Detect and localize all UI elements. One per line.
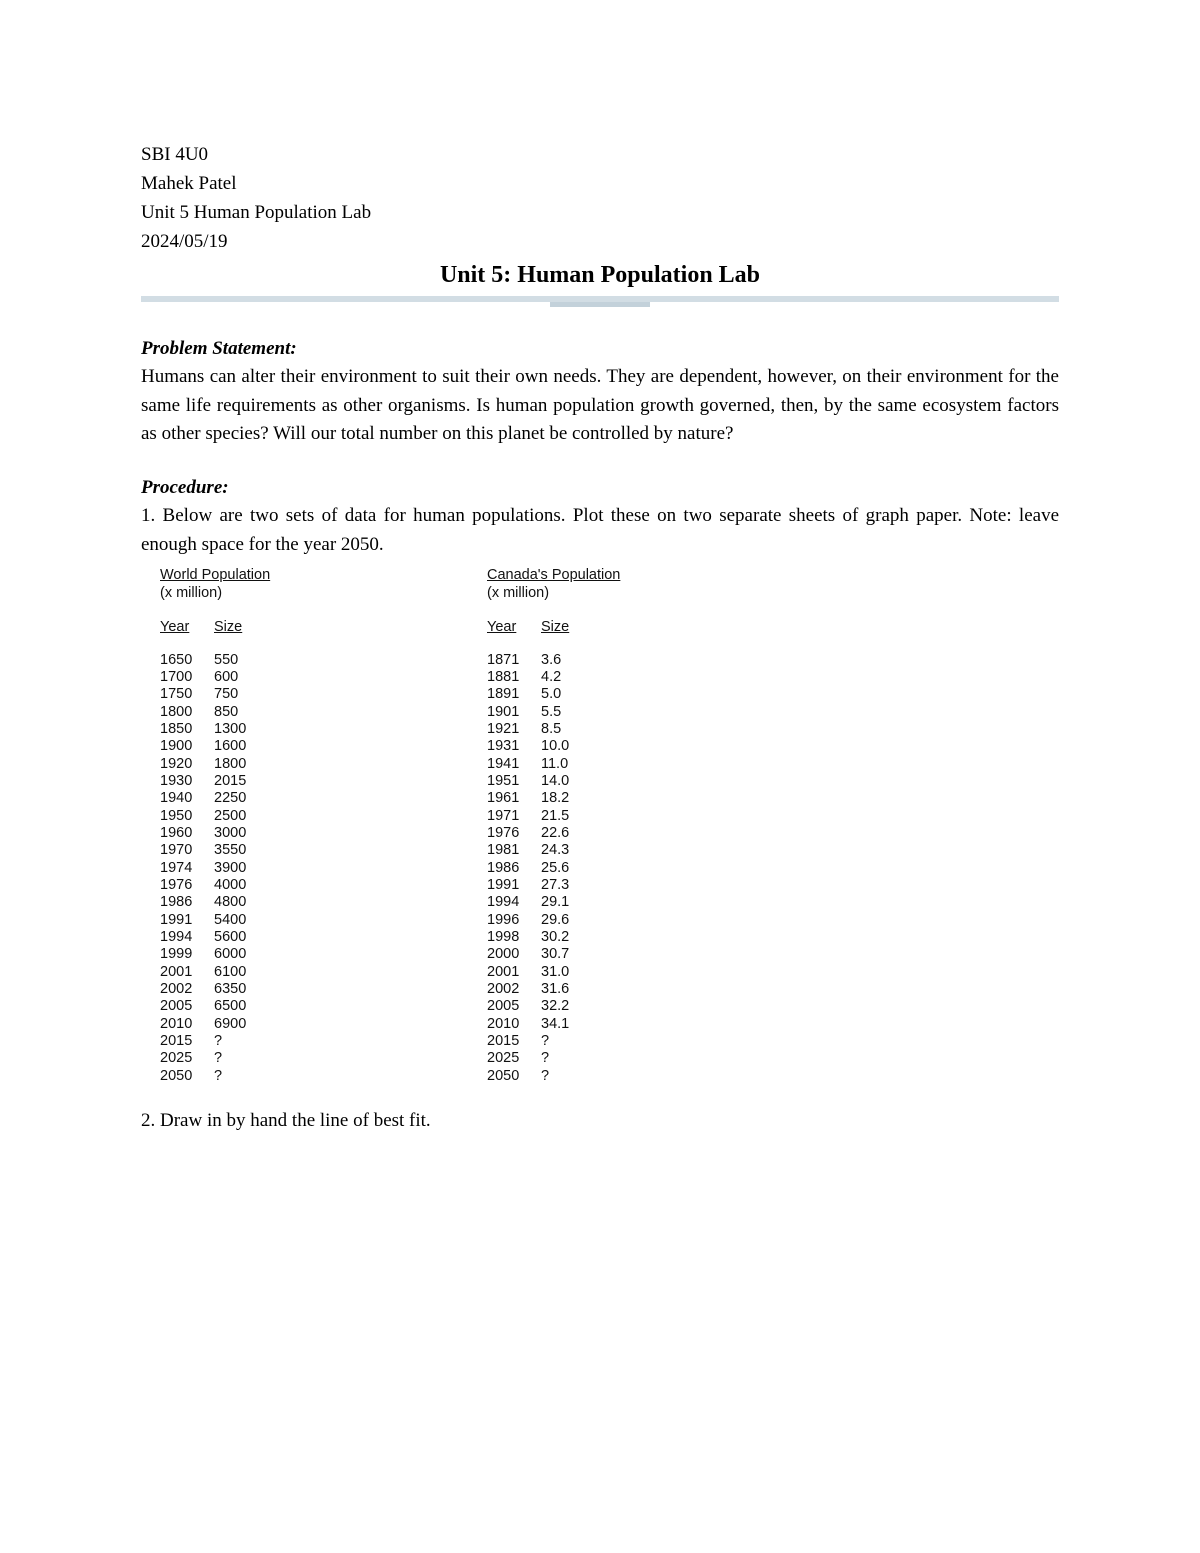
size-cell: 32.2: [541, 998, 570, 1015]
size-cell: 24.3: [541, 842, 570, 859]
year-cell: 2005: [160, 998, 193, 1015]
size-cell: 8.5: [541, 720, 562, 737]
year-cell: 2050: [487, 1067, 520, 1084]
table-row: [160, 756, 284, 773]
table-row: [160, 686, 284, 703]
year-cell: 2002: [160, 981, 193, 998]
size-cell: 31.0: [541, 963, 570, 980]
size-cell: 2250: [214, 790, 247, 807]
title-divider: [141, 296, 1059, 310]
canada-table-header: [487, 618, 620, 636]
table-row: [160, 860, 284, 877]
table-row: [487, 998, 620, 1015]
year-cell: 1999: [160, 946, 193, 963]
procedure-step-1: 1. Below are two sets of data for human populations. Plot these on two separate sheets of graph paper. Note: leave enough space for the year 2050.: [141, 505, 1059, 555]
world-table-title: World Population: [160, 566, 271, 583]
table-row: [160, 998, 284, 1015]
problem-heading: Problem Statement:: [141, 338, 297, 359]
table-row: [160, 842, 284, 859]
size-cell: 25.6: [541, 859, 570, 876]
size-cell: 6500: [214, 998, 247, 1015]
assignment-name: Unit 5 Human Population Lab: [141, 202, 372, 223]
table-row: [160, 964, 284, 981]
year-cell: 1994: [487, 894, 520, 911]
table-row: [160, 704, 284, 721]
year-cell: 1650: [160, 651, 193, 668]
size-cell: 4.2: [541, 668, 562, 685]
size-cell: 1600: [214, 738, 247, 755]
size-cell: 600: [214, 668, 239, 685]
year-cell: 1974: [160, 859, 193, 876]
size-cell: 29.6: [541, 911, 570, 928]
table-row: [160, 1050, 284, 1067]
year-cell: 1971: [487, 807, 520, 824]
table-row: [487, 738, 620, 755]
table-row: [160, 721, 284, 738]
table-row: [487, 825, 620, 842]
size-cell: 11.0: [541, 755, 569, 772]
table-row: [160, 669, 284, 686]
world-col-size: Size: [214, 618, 243, 635]
size-cell: 30.2: [541, 929, 570, 946]
divider-tab: [550, 302, 650, 307]
year-cell: 1996: [487, 911, 520, 928]
table-row: [160, 877, 284, 894]
year-cell: 2002: [487, 981, 520, 998]
year-cell: 1700: [160, 668, 193, 685]
year-cell: 2025: [487, 1050, 520, 1067]
year-cell: 1920: [160, 755, 193, 772]
table-row: [487, 929, 620, 946]
size-cell: 6000: [214, 946, 247, 963]
size-cell: 10.0: [541, 738, 570, 755]
world-table-body: [160, 652, 284, 1086]
procedure-step-2: 2. Draw in by hand the line of best fit.: [141, 1109, 431, 1131]
student-name: Mahek Patel: [141, 173, 237, 194]
problem-text: Humans can alter their environment to suit their own needs. They are dependent, however, on their environment for the same life requirements as other organisms. Is human population growth governed, then, by the same ecosystem factors as other species? Will our total number on this planet be controlled by nature?: [141, 366, 1059, 445]
world-table-header: [160, 618, 284, 636]
table-row: [160, 981, 284, 998]
canada-table-body: [487, 652, 620, 1086]
table-row: [487, 686, 620, 703]
size-cell: 750: [214, 686, 239, 703]
size-cell: 5.0: [541, 686, 562, 703]
table-row: [487, 860, 620, 877]
table-row: [487, 1050, 620, 1067]
year-cell: 2005: [487, 998, 520, 1015]
table-row: [487, 808, 620, 825]
size-cell: 5600: [214, 929, 247, 946]
year-cell: 1986: [160, 894, 193, 911]
year-cell: 1901: [487, 703, 520, 720]
size-cell: 6900: [214, 1015, 247, 1032]
size-cell: ?: [541, 1050, 550, 1067]
year-cell: 1981: [487, 842, 520, 859]
table-row: [160, 1016, 284, 1033]
size-cell: ?: [214, 1050, 223, 1067]
year-cell: 2001: [487, 963, 520, 980]
size-cell: 3000: [214, 824, 247, 841]
year-cell: 1986: [487, 859, 520, 876]
table-row: [160, 808, 284, 825]
year-cell: 1871: [487, 651, 520, 668]
year-cell: 2010: [160, 1015, 193, 1032]
year-cell: 2015: [487, 1033, 520, 1050]
table-row: [160, 773, 284, 790]
table-row: [160, 652, 284, 669]
size-cell: 1300: [214, 720, 247, 737]
size-cell: 18.2: [541, 790, 570, 807]
year-cell: 2000: [487, 946, 520, 963]
table-row: [487, 1016, 620, 1033]
size-cell: ?: [541, 1033, 550, 1050]
canada-col-year: Year: [487, 618, 517, 635]
table-row: [160, 929, 284, 946]
size-cell: ?: [214, 1033, 223, 1050]
year-cell: 1970: [160, 842, 193, 859]
canada-population-table: [487, 566, 620, 1086]
size-cell: 3.6: [541, 651, 562, 668]
size-cell: 3550: [214, 842, 247, 859]
size-cell: 29.1: [541, 894, 570, 911]
table-row: [487, 981, 620, 998]
table-row: [487, 912, 620, 929]
table-row: [487, 790, 620, 807]
year-cell: 2001: [160, 963, 193, 980]
year-cell: 1951: [487, 772, 520, 789]
table-row: [160, 790, 284, 807]
table-row: [487, 756, 620, 773]
table-row: [160, 894, 284, 911]
year-cell: 1991: [160, 911, 193, 928]
year-cell: 1881: [487, 668, 520, 685]
year-cell: 2025: [160, 1050, 193, 1067]
year-cell: 1900: [160, 738, 193, 755]
table-row: [487, 946, 620, 963]
size-cell: 14.0: [541, 772, 570, 789]
table-row: [160, 1033, 284, 1050]
size-cell: 6100: [214, 963, 247, 980]
document-page: [141, 140, 1059, 1135]
year-cell: 1998: [487, 929, 520, 946]
population-tables: [141, 566, 1059, 1106]
size-cell: 850: [214, 703, 239, 720]
size-cell: 2015: [214, 772, 247, 789]
table-row: [487, 704, 620, 721]
size-cell: 1800: [214, 755, 247, 772]
year-cell: 1750: [160, 686, 193, 703]
size-cell: 4000: [214, 876, 247, 893]
year-cell: 1891: [487, 686, 520, 703]
table-row: [487, 652, 620, 669]
course-code: SBI 4U0: [141, 144, 209, 165]
year-cell: 1931: [487, 738, 520, 755]
size-cell: ?: [214, 1067, 223, 1084]
table-row: [160, 1068, 284, 1085]
table-row: [487, 1033, 620, 1050]
year-cell: 1940: [160, 790, 193, 807]
year-cell: 1950: [160, 807, 193, 824]
size-cell: 3900: [214, 859, 247, 876]
submission-date: 2024/05/19: [141, 231, 228, 252]
size-cell: 34.1: [541, 1015, 570, 1032]
world-population-table: [160, 566, 284, 1086]
table-row: [487, 877, 620, 894]
size-cell: 6350: [214, 981, 247, 998]
canada-table-title: Canada's Population: [487, 566, 621, 583]
table-row: [487, 964, 620, 981]
table-row: [487, 842, 620, 859]
world-table-unit: (x million): [160, 584, 223, 601]
size-cell: 550: [214, 651, 239, 668]
size-cell: 5400: [214, 911, 247, 928]
size-cell: 2500: [214, 807, 247, 824]
year-cell: 2015: [160, 1033, 193, 1050]
year-cell: 1961: [487, 790, 520, 807]
canada-table-unit: (x million): [487, 584, 550, 601]
size-cell: 30.7: [541, 946, 570, 963]
table-row: [487, 669, 620, 686]
year-cell: 2010: [487, 1015, 520, 1032]
table-row: [160, 912, 284, 929]
table-row: [160, 738, 284, 755]
year-cell: 1850: [160, 720, 193, 737]
year-cell: 1994: [160, 929, 193, 946]
year-cell: 1976: [487, 824, 520, 841]
year-cell: 1800: [160, 703, 193, 720]
size-cell: 5.5: [541, 703, 562, 720]
table-row: [487, 894, 620, 911]
size-cell: 22.6: [541, 824, 570, 841]
year-cell: 2050: [160, 1067, 193, 1084]
table-row: [487, 773, 620, 790]
size-cell: ?: [541, 1067, 550, 1084]
size-cell: 4800: [214, 894, 247, 911]
canada-col-size: Size: [541, 618, 570, 635]
table-row: [487, 1068, 620, 1085]
year-cell: 1976: [160, 876, 193, 893]
size-cell: 21.5: [541, 807, 570, 824]
table-row: [160, 825, 284, 842]
year-cell: 1921: [487, 720, 520, 737]
year-cell: 1960: [160, 824, 193, 841]
page-title: Unit 5: Human Population Lab: [439, 262, 761, 288]
table-row: [487, 721, 620, 738]
year-cell: 1941: [487, 755, 520, 772]
year-cell: 1991: [487, 876, 520, 893]
year-cell: 1930: [160, 772, 193, 789]
procedure-heading: Procedure:: [141, 477, 229, 499]
size-cell: 31.6: [541, 981, 570, 998]
table-row: [160, 946, 284, 963]
size-cell: 27.3: [541, 876, 570, 893]
world-col-year: Year: [160, 618, 190, 635]
